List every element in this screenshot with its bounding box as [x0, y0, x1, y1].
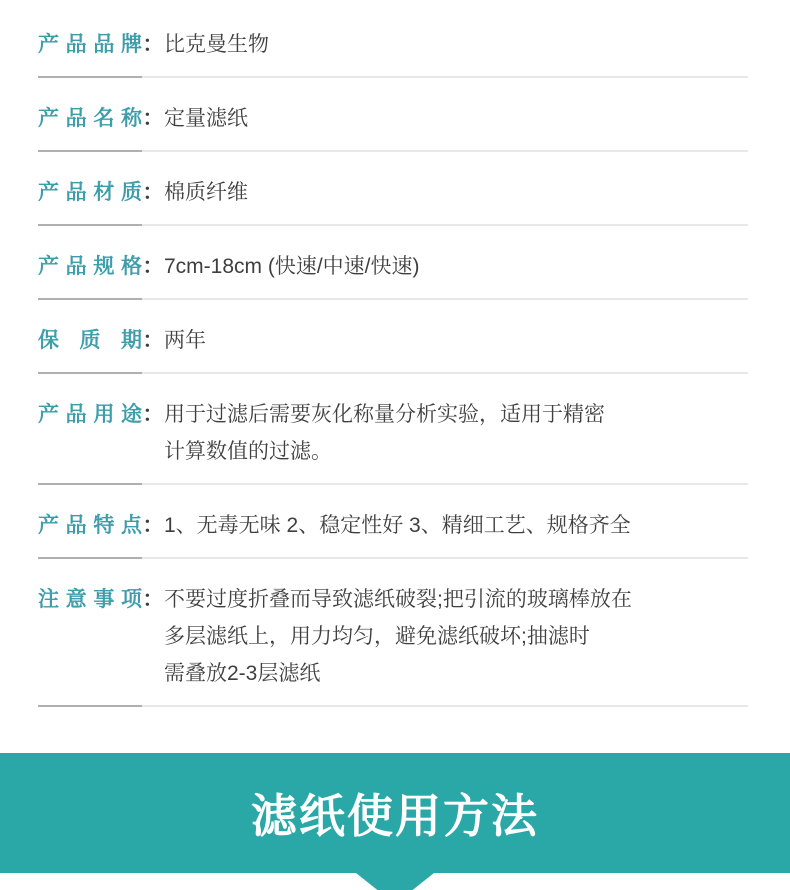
spec-row-features [38, 485, 748, 557]
spec-colon: ： [142, 514, 164, 537]
spec-value-line: 1、无毒无味 2、稳定性好 3、精细工艺、规格齐全 [164, 514, 631, 537]
spec-row-name [38, 78, 748, 150]
spec-row-shelf-life [38, 300, 748, 372]
spec-row-usage [38, 374, 748, 483]
spec-colon: ： [142, 255, 164, 278]
row-divider [38, 705, 748, 707]
spec-row-material [38, 152, 748, 224]
spec-value-line: 需叠放2-3层滤纸 [164, 662, 321, 685]
spec-value-line: 计算数值的过滤。 [164, 440, 332, 463]
spec-colon: ： [142, 588, 164, 611]
row-divider [38, 76, 748, 78]
spec-label-features: 产品特点 [38, 514, 142, 537]
spec-label-name: 产品名称 [38, 107, 142, 130]
row-divider [38, 372, 748, 374]
spec-value-features [164, 507, 748, 544]
spec-value-size [164, 248, 748, 285]
spec-value-line: 棉质纤维 [164, 181, 248, 204]
spec-colon: ： [142, 33, 164, 56]
spec-value-brand [164, 26, 748, 63]
spec-value-line: 多层滤纸上，用力均匀，避免滤纸破坏;抽滤时 [164, 625, 590, 648]
spec-value-name [164, 100, 748, 137]
spec-label-usage: 产品用途 [38, 403, 142, 426]
spec-label-size: 产品规格 [38, 255, 142, 278]
spec-value-material [164, 174, 748, 211]
banner-pointer-arrow-icon [356, 873, 434, 890]
row-divider [38, 557, 748, 559]
spec-value-usage [164, 396, 748, 470]
usage-section-banner [0, 753, 790, 873]
row-divider [38, 224, 748, 226]
spec-colon: ： [142, 107, 164, 130]
spec-value-line: 不要过度折叠而导致滤纸破裂;把引流的玻璃棒放在 [164, 588, 632, 611]
spec-label-material: 产品材质 [38, 181, 142, 204]
spec-value-line: 比克曼生物 [164, 33, 269, 56]
row-divider [38, 150, 748, 152]
spec-colon: ： [142, 403, 164, 426]
spec-row-precautions [38, 559, 748, 705]
spec-colon: ： [142, 181, 164, 204]
spec-label-brand: 产品品牌 [38, 33, 142, 56]
row-divider [38, 298, 748, 300]
spec-row-size [38, 226, 748, 298]
spec-value-line: 两年 [164, 329, 206, 352]
spec-value-shelf-life [164, 322, 748, 359]
spec-value-line: 定量滤纸 [164, 107, 248, 130]
spec-value-line: 7cm-18cm (快速/中速/快速) [164, 255, 420, 278]
spec-colon: ： [142, 329, 164, 352]
spec-label-shelf-life: 保 质 期 [38, 329, 142, 352]
spec-row-brand [38, 4, 748, 76]
banner-title: 滤纸使用方法 [251, 790, 539, 842]
spec-label-precautions: 注意事项 [38, 588, 142, 611]
spec-value-precautions [164, 581, 748, 692]
row-divider [38, 483, 748, 485]
spec-value-line: 用于过滤后需要灰化称量分析实验，适用于精密 [164, 403, 605, 426]
